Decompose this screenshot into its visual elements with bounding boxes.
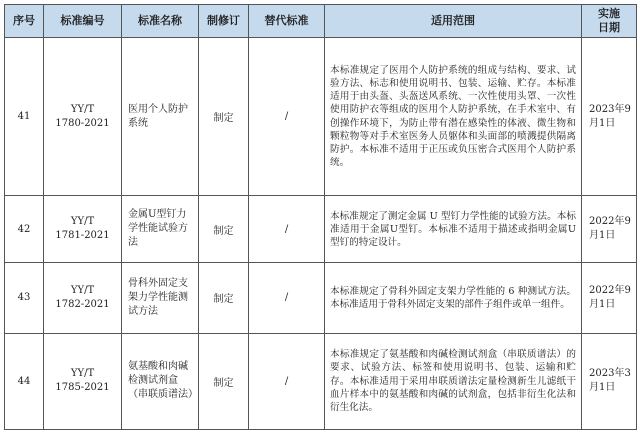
row-scope: 本标准规定了测定金属 U 型钉力学性能的试验方法。本标准适用于金属U型钉。本标准不适用于描述或指明金属U型钉的特定设计。: [325, 196, 582, 263]
row-name: 金属U型钉力学性能试验方法: [122, 196, 199, 263]
table-row: [5, 333, 637, 429]
standards-table: [4, 4, 637, 430]
row-replace: /: [249, 38, 325, 196]
header-no: 序号: [5, 5, 44, 38]
row-no: 44: [5, 333, 44, 429]
row-code-prefix: YY/T: [70, 284, 95, 296]
row-code: [44, 333, 122, 429]
row-scope: 本标准规定了骨科外固定支架力学性能的 6 种测试方法。本标准适用于骨科外固定支架的部件子组件或单一组件。: [325, 263, 582, 333]
header-name: 标准名称: [122, 5, 199, 38]
row-scope: 本标准规定了医用个人防护系统的组成与结构、要求、试验方法、标志和使用说明书、包装、运输、贮存。本标准适用于由头盔、头盔送风系统、一次性使用头罩、一次性使用防护衣等组成的医用个人防护系统，在手术室中、有创操作环境下，为防止带有潜在感染性的体液、微生物和颗粒物等对手术室医务人员躯体和头面部的喷溅提供隔离防护。本标准不适用于正压或负压密合式医用个人防护系统。: [325, 38, 582, 196]
header-replace: 替代标准: [249, 5, 325, 38]
table-row: [5, 38, 637, 196]
row-code-prefix: YY/T: [70, 368, 95, 380]
row-date: 2023年3月1日: [582, 333, 637, 429]
row-date: 2022年9月1日: [582, 196, 637, 263]
row-type: 制定: [199, 38, 249, 196]
row-code: [44, 196, 122, 263]
row-replace: /: [249, 196, 325, 263]
row-code-number: 1782-2021: [55, 298, 110, 310]
row-code-number: 1785-2021: [55, 382, 110, 394]
header-date: [582, 5, 637, 38]
row-code-number: 1780-2021: [55, 117, 110, 129]
row-replace: /: [249, 263, 325, 333]
row-code-number: 1781-2021: [55, 230, 110, 242]
row-date: 2022年9月1日: [582, 263, 637, 333]
header-date-line2: 日期: [598, 21, 620, 34]
header-scope: 适用范围: [325, 5, 582, 38]
row-no: 41: [5, 38, 44, 196]
row-type: 制定: [199, 333, 249, 429]
row-code: [44, 38, 122, 196]
row-date: 2023年9月1日: [582, 38, 637, 196]
row-type: 制定: [199, 263, 249, 333]
row-code: [44, 263, 122, 333]
header-code: 标准编号: [44, 5, 122, 38]
row-name: 氨基酸和肉碱检测试剂盒（串联质谱法）: [122, 333, 199, 429]
row-no: 43: [5, 263, 44, 333]
header-date-line1: 实施: [598, 7, 620, 20]
header-row: [5, 5, 637, 38]
header-type: 制修订: [199, 5, 249, 38]
table-row: [5, 196, 637, 263]
row-no: 42: [5, 196, 44, 263]
row-code-prefix: YY/T: [70, 216, 95, 228]
row-replace: /: [249, 333, 325, 429]
row-code-prefix: YY/T: [70, 103, 95, 115]
table-row: [5, 263, 637, 333]
row-name: 骨科外固定支架力学性能测试方法: [122, 263, 199, 333]
row-name: 医用个人防护系统: [122, 38, 199, 196]
row-type: 制定: [199, 196, 249, 263]
row-scope: 本标准规定了氨基酸和肉碱检测试剂盒（串联质谱法）的要求、试验方法、标签和使用说明书、包装、运输和贮存。本标准适用于采用串联质谱法定量检测新生儿滤纸干血片样本中的氨基酸和肉碱的试剂盒，包括非衍生化法和衍生化法。: [325, 333, 582, 429]
